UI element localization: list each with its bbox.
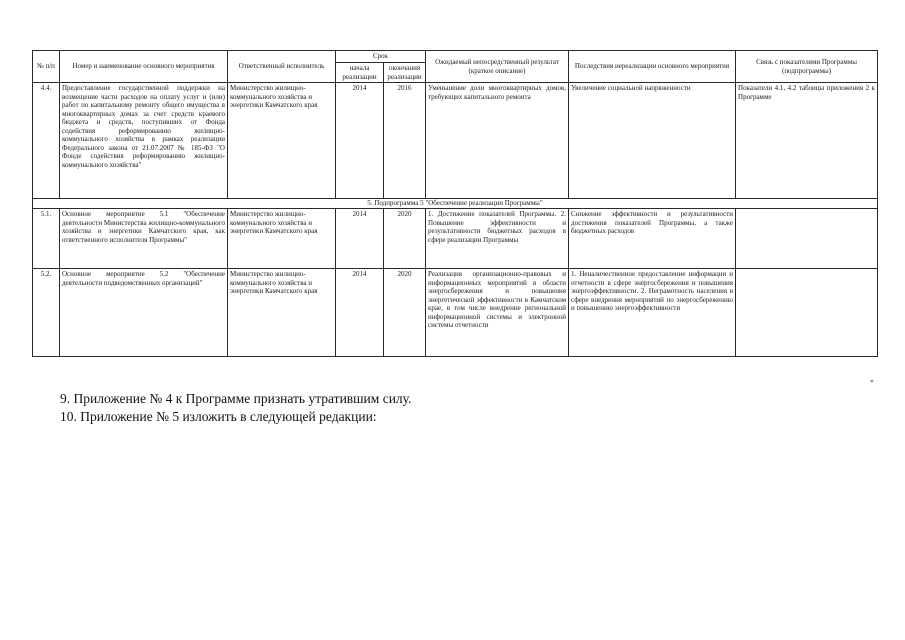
row-responsible: Министерство жилищно-коммунального хозяйства и энергетики Камчатского края bbox=[228, 83, 336, 199]
row-indicator-link bbox=[736, 209, 878, 269]
table-header-row bbox=[33, 51, 878, 63]
row-start-year: 2014 bbox=[336, 83, 384, 199]
row-num: 5.2. bbox=[33, 269, 60, 357]
table-row bbox=[33, 83, 878, 199]
row-expected-result: 1. Достижение показателей Программы. 2. Повышение эффективности и результативности бюджетных расходов в сфере реализации Программы bbox=[426, 209, 569, 269]
header-end: окончания реализации bbox=[384, 63, 426, 83]
row-start-year: 2014 bbox=[336, 209, 384, 269]
row-measure-name: Основное мероприятие 5.2 "Обеспечение деятельности подведомственных организаций" bbox=[60, 269, 228, 357]
header-expected-result: Ожидаемый непосредственный результат (краткое описание) bbox=[426, 51, 569, 83]
paragraph-item-9: 9. Приложение № 4 к Программе признать утратившим силу. bbox=[60, 391, 412, 406]
row-measure-name: Предоставление государственной поддержки на возмещение части расходов на оплату услуг и (или) работ по капитальному ремонту общего имущества в многоквартирных домах за счет средств краевого бюджета и средств, поступивших от Фонда содействия реформированию жилищно-коммунального хозяйства в рамках реализации Федерального закона от 21.07.2007 № 185-ФЗ "О Фонде содействия реформированию жилищно-коммунального хозяйства" bbox=[60, 83, 228, 199]
paragraph-item-10: 10. Приложение № 5 изложить в следующей редакции: bbox=[60, 409, 377, 424]
header-num: № п/п bbox=[33, 51, 60, 83]
header-term: Срок bbox=[336, 51, 426, 63]
row-start-year: 2014 bbox=[336, 269, 384, 357]
row-responsible: Министерство жилищно-коммунального хозяйства и энергетики Камчатского края bbox=[228, 269, 336, 357]
row-end-year: 2020 bbox=[384, 209, 426, 269]
row-num: 5.1. bbox=[33, 209, 60, 269]
header-measure-name: Номер и наименование основного мероприятия bbox=[60, 51, 228, 83]
row-indicator-link bbox=[736, 269, 878, 357]
row-indicator-link: Показатели 4.1, 4.2 таблицы приложения 2 к Программе bbox=[736, 83, 878, 199]
row-expected-result: Реализация организационно-правовых и информационных мероприятий в области энергосбережения и повышения энергетической эффективности в Камчатском крае, в том числе внедрение региональной информационной системы и электронной системы отчетности bbox=[426, 269, 569, 357]
header-responsible: Ответственный исполнитель bbox=[228, 51, 336, 83]
header-start: начала реализации bbox=[336, 63, 384, 83]
header-indicator-link: Связь с показателями Программы (подпрограммы) bbox=[736, 51, 878, 83]
section-title: 5. Подпрограмма 5 "Обеспечение реализации Программы" bbox=[33, 199, 878, 209]
row-responsible: Министерство жилищно-коммунального хозяйства и энергетики Камчатского края bbox=[228, 209, 336, 269]
row-num: 4.4. bbox=[33, 83, 60, 199]
row-consequences: Снижение эффективности и результативности достижения показателей Программы, а также бюджетных расходов bbox=[569, 209, 736, 269]
row-expected-result: Уменьшение доли многоквартирных домов, требующих капитального ремонта bbox=[426, 83, 569, 199]
margin-mark: * bbox=[870, 378, 874, 387]
row-consequences: 1. Неналичественное предоставление информации и отчетности в сфере энергосбережения и повышения энергоэффективности. 2. Неграмотность населения в сфере внедрения мероприятий по энергосбережению и повышению энергоэффективности bbox=[569, 269, 736, 357]
program-measures-table bbox=[32, 50, 878, 357]
row-end-year: 2020 bbox=[384, 269, 426, 357]
section-row bbox=[33, 199, 878, 209]
table-row bbox=[33, 209, 878, 269]
row-measure-name: Основное мероприятие 5.1 "Обеспечение деятельности Министерства жилищно-коммунального хозяйства и энергетики Камчатского края, как ответственного исполнителя Программы" bbox=[60, 209, 228, 269]
row-consequences: Увеличение социальной напряженности bbox=[569, 83, 736, 199]
table-row bbox=[33, 269, 878, 357]
row-end-year: 2016 bbox=[384, 83, 426, 199]
header-consequences: Последствия нереализации основного мероприятия bbox=[569, 51, 736, 83]
